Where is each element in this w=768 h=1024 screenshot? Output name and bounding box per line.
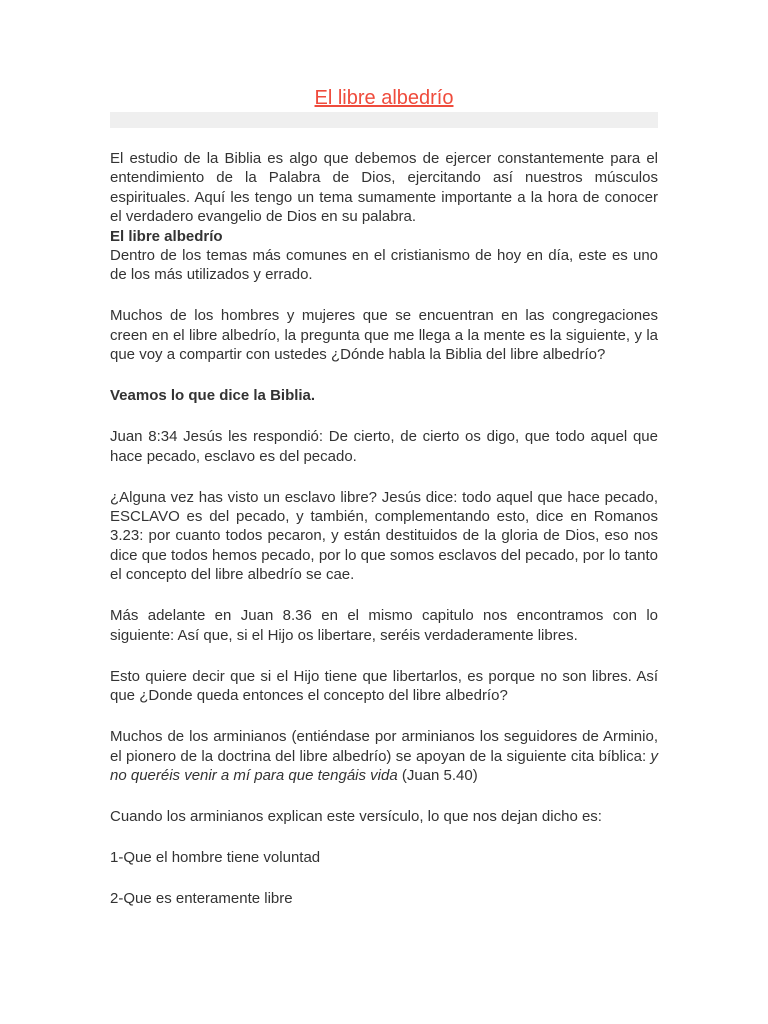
paragraph-common-topics: Dentro de los temas más comunes en el cristianismo de hoy en día, este es uno de los más utilizados y errado. <box>110 247 658 284</box>
arminians-quote: y no queréis venir a mí para que tengáis vida <box>110 747 658 784</box>
paragraph-son-frees: Esto quiere decir que si el Hijo tiene que libertarlos, es porque no son libres. Así que ¿Donde queda entonces el concepto del libre albedrío? <box>110 667 658 705</box>
paragraph-slave-question: ¿Alguna vez has visto un esclavo libre? Jesús dice: todo aquel que hace pecado, ESCLAVO es del pecado, y también, complementando esto, dice en Romanos 3.23: por cuanto todos pecaron, y están destituidos de la gloria de Dios, eso nos dice que todos hemos pecado, por lo que somos esclavos del pecado, por lo tanto el concepto del libre albedrío se cae. <box>110 488 658 584</box>
list-item-will: 1-Que el hombre tiene voluntad <box>110 848 321 866</box>
paragraph-juan-8-34: Juan 8:34 Jesús les respondió: De cierto, de cierto os digo, que todo aquel que hace pecado, esclavo es del pecado. <box>110 428 658 465</box>
arminians-text-start: Muchos de los arminianos (entiéndase por arminianos los seguidores de Arminio, el pionero de la doctrina del libre albedrío) se apoyan de la siguiente cita bíblica: <box>110 728 658 765</box>
arminians-text-end: (Juan 5.40) <box>397 766 478 784</box>
document-body <box>110 149 658 930</box>
paragraph-intro: El estudio de la Biblia es algo que debemos de ejercer constantemente para el entendimiento de la Palabra de Dios, ejercitando así nuestros músculos espirituales. Aquí les tengo un tema sumamente importante a la hora de conocer el verdadero evangelio de Dios en su palabra. <box>110 150 658 226</box>
paragraph-bible-heading: Veamos lo que dice la Biblia. <box>110 387 316 405</box>
paragraph-juan-8-36: Más adelante en Juan 8.36 en el mismo capitulo nos encontramos con lo siguiente: Así que, si el Hijo os libertare, seréis verdaderamente libres. <box>110 607 658 644</box>
title-divider-bar <box>110 112 658 128</box>
list-item-free: 2-Que es enteramente libre <box>110 889 293 907</box>
paragraph-congregations: Muchos de los hombres y mujeres que se encuentran en las congregaciones creen en el libre albedrío, la pregunta que me llega a la mente es la siguiente, y la que voy a compartir con ustedes ¿Dónde habla la Biblia del libre albedrío? <box>110 307 658 364</box>
section-subheading: El libre albedrío <box>110 227 223 245</box>
page-title: El libre albedrío <box>314 87 454 109</box>
paragraph-arminians <box>110 727 658 785</box>
paragraph-arminians-explain: Cuando los arminianos explican este versículo, lo que nos dejan dicho es: <box>110 807 602 825</box>
